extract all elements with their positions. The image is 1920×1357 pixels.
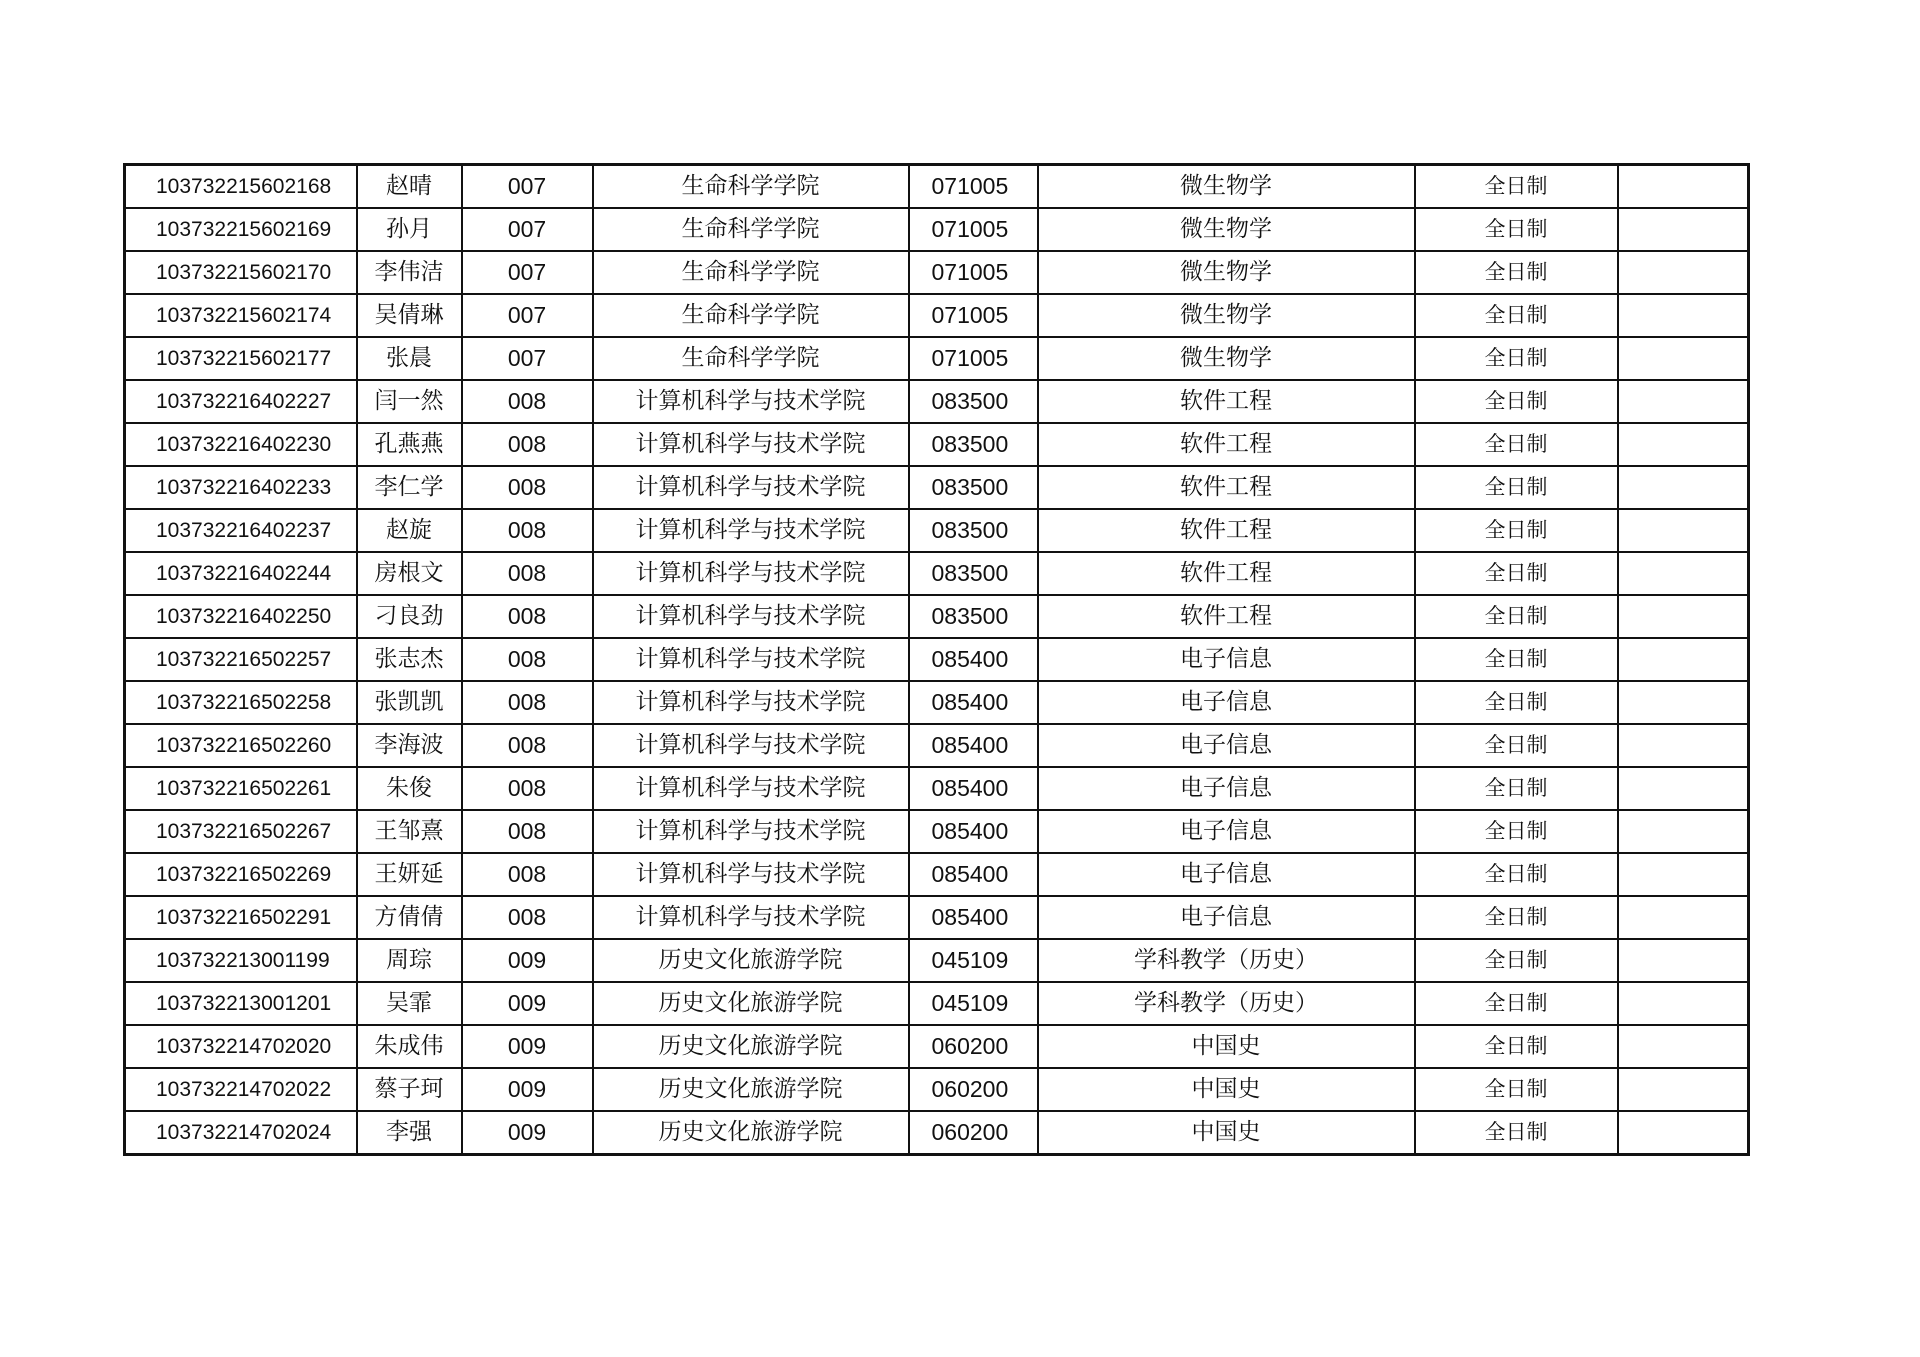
remarks-cell — [1618, 165, 1749, 209]
college-code-cell: 008 — [462, 896, 593, 939]
study-mode-cell: 全日制 — [1415, 509, 1618, 552]
remarks-cell — [1618, 208, 1749, 251]
table-row — [125, 1025, 1749, 1068]
remarks-cell — [1618, 466, 1749, 509]
major-name-cell: 软件工程 — [1038, 466, 1415, 509]
major-code-cell: 085400 — [909, 767, 1038, 810]
remarks-cell — [1618, 853, 1749, 896]
study-mode-cell: 全日制 — [1415, 1025, 1618, 1068]
college-name-cell: 生命科学学院 — [593, 294, 909, 337]
major-code-cell: 083500 — [909, 380, 1038, 423]
student-name-cell: 房根文 — [357, 552, 462, 595]
candidate-id-cell: 103732216502257 — [125, 638, 357, 681]
candidate-id-cell: 103732214702022 — [125, 1068, 357, 1111]
major-code-cell: 085400 — [909, 638, 1038, 681]
major-name-cell: 中国史 — [1038, 1111, 1415, 1155]
student-name-cell: 赵旋 — [357, 509, 462, 552]
candidate-id-cell: 103732214702024 — [125, 1111, 357, 1155]
admission-list-table — [123, 163, 1750, 1156]
major-name-cell: 软件工程 — [1038, 380, 1415, 423]
remarks-cell — [1618, 251, 1749, 294]
candidate-id-cell: 103732216402237 — [125, 509, 357, 552]
major-code-cell: 085400 — [909, 724, 1038, 767]
college-code-cell: 009 — [462, 1111, 593, 1155]
remarks-cell — [1618, 294, 1749, 337]
college-code-cell: 007 — [462, 208, 593, 251]
candidate-id-cell: 103732216502258 — [125, 681, 357, 724]
major-code-cell: 083500 — [909, 423, 1038, 466]
study-mode-cell: 全日制 — [1415, 595, 1618, 638]
student-name-cell: 李伟洁 — [357, 251, 462, 294]
table-row — [125, 896, 1749, 939]
student-name-cell: 吴霏 — [357, 982, 462, 1025]
study-mode-cell: 全日制 — [1415, 982, 1618, 1025]
major-name-cell: 中国史 — [1038, 1025, 1415, 1068]
college-name-cell: 历史文化旅游学院 — [593, 982, 909, 1025]
college-code-cell: 008 — [462, 724, 593, 767]
college-name-cell: 计算机科学与技术学院 — [593, 552, 909, 595]
candidate-id-cell: 103732216402233 — [125, 466, 357, 509]
college-code-cell: 009 — [462, 939, 593, 982]
college-name-cell: 计算机科学与技术学院 — [593, 466, 909, 509]
student-name-cell: 李强 — [357, 1111, 462, 1155]
student-name-cell: 方倩倩 — [357, 896, 462, 939]
study-mode-cell: 全日制 — [1415, 1068, 1618, 1111]
student-name-cell: 蔡子珂 — [357, 1068, 462, 1111]
student-name-cell: 朱成伟 — [357, 1025, 462, 1068]
college-code-cell: 007 — [462, 165, 593, 209]
major-name-cell: 微生物学 — [1038, 208, 1415, 251]
student-name-cell: 朱俊 — [357, 767, 462, 810]
major-code-cell: 085400 — [909, 853, 1038, 896]
college-code-cell: 007 — [462, 251, 593, 294]
major-name-cell: 中国史 — [1038, 1068, 1415, 1111]
table-row — [125, 724, 1749, 767]
major-name-cell: 微生物学 — [1038, 251, 1415, 294]
college-code-cell: 008 — [462, 681, 593, 724]
major-name-cell: 软件工程 — [1038, 423, 1415, 466]
table-row — [125, 337, 1749, 380]
student-name-cell: 张晨 — [357, 337, 462, 380]
major-name-cell: 学科教学（历史） — [1038, 939, 1415, 982]
study-mode-cell: 全日制 — [1415, 939, 1618, 982]
table-row — [125, 1111, 1749, 1155]
college-name-cell: 计算机科学与技术学院 — [593, 380, 909, 423]
remarks-cell — [1618, 1111, 1749, 1155]
major-name-cell: 软件工程 — [1038, 552, 1415, 595]
major-code-cell: 083500 — [909, 552, 1038, 595]
table-row — [125, 208, 1749, 251]
candidate-id-cell: 103732216402230 — [125, 423, 357, 466]
college-code-cell: 007 — [462, 337, 593, 380]
remarks-cell — [1618, 1025, 1749, 1068]
table-body — [125, 165, 1749, 1155]
college-name-cell: 生命科学学院 — [593, 165, 909, 209]
remarks-cell — [1618, 724, 1749, 767]
college-code-cell: 008 — [462, 509, 593, 552]
major-name-cell: 电子信息 — [1038, 853, 1415, 896]
study-mode-cell: 全日制 — [1415, 853, 1618, 896]
study-mode-cell: 全日制 — [1415, 165, 1618, 209]
major-code-cell: 085400 — [909, 810, 1038, 853]
college-code-cell: 009 — [462, 1068, 593, 1111]
table-row — [125, 423, 1749, 466]
study-mode-cell: 全日制 — [1415, 337, 1618, 380]
major-name-cell: 电子信息 — [1038, 767, 1415, 810]
table-row — [125, 251, 1749, 294]
candidate-id-cell: 103732214702020 — [125, 1025, 357, 1068]
major-code-cell: 060200 — [909, 1068, 1038, 1111]
study-mode-cell: 全日制 — [1415, 681, 1618, 724]
table-row — [125, 1068, 1749, 1111]
major-code-cell: 083500 — [909, 509, 1038, 552]
college-name-cell: 计算机科学与技术学院 — [593, 896, 909, 939]
student-name-cell: 王妍延 — [357, 853, 462, 896]
candidate-id-cell: 103732215602169 — [125, 208, 357, 251]
study-mode-cell: 全日制 — [1415, 552, 1618, 595]
table-row — [125, 853, 1749, 896]
study-mode-cell: 全日制 — [1415, 380, 1618, 423]
study-mode-cell: 全日制 — [1415, 724, 1618, 767]
college-code-cell: 008 — [462, 638, 593, 681]
student-name-cell: 张凯凯 — [357, 681, 462, 724]
major-code-cell: 071005 — [909, 208, 1038, 251]
major-code-cell: 071005 — [909, 337, 1038, 380]
college-code-cell: 008 — [462, 423, 593, 466]
college-name-cell: 计算机科学与技术学院 — [593, 853, 909, 896]
remarks-cell — [1618, 552, 1749, 595]
table-row — [125, 681, 1749, 724]
college-name-cell: 计算机科学与技术学院 — [593, 724, 909, 767]
study-mode-cell: 全日制 — [1415, 810, 1618, 853]
college-name-cell: 计算机科学与技术学院 — [593, 423, 909, 466]
major-name-cell: 微生物学 — [1038, 165, 1415, 209]
student-name-cell: 张志杰 — [357, 638, 462, 681]
major-code-cell: 071005 — [909, 251, 1038, 294]
candidate-id-cell: 103732213001199 — [125, 939, 357, 982]
student-name-cell: 刁良劲 — [357, 595, 462, 638]
college-code-cell: 008 — [462, 853, 593, 896]
major-code-cell: 045109 — [909, 982, 1038, 1025]
study-mode-cell: 全日制 — [1415, 466, 1618, 509]
college-code-cell: 008 — [462, 552, 593, 595]
candidate-id-cell: 103732216402250 — [125, 595, 357, 638]
candidate-id-cell: 103732216402244 — [125, 552, 357, 595]
major-code-cell: 083500 — [909, 466, 1038, 509]
major-code-cell: 071005 — [909, 294, 1038, 337]
college-name-cell: 生命科学学院 — [593, 337, 909, 380]
student-name-cell: 周琮 — [357, 939, 462, 982]
table-row — [125, 165, 1749, 209]
college-code-cell: 008 — [462, 767, 593, 810]
table-row — [125, 767, 1749, 810]
remarks-cell — [1618, 896, 1749, 939]
college-code-cell: 008 — [462, 595, 593, 638]
remarks-cell — [1618, 810, 1749, 853]
college-name-cell: 历史文化旅游学院 — [593, 1111, 909, 1155]
remarks-cell — [1618, 595, 1749, 638]
college-code-cell: 008 — [462, 810, 593, 853]
table-row — [125, 380, 1749, 423]
candidate-id-cell: 103732216502291 — [125, 896, 357, 939]
student-name-cell: 王邹熹 — [357, 810, 462, 853]
remarks-cell — [1618, 982, 1749, 1025]
student-name-cell: 闫一然 — [357, 380, 462, 423]
major-name-cell: 学科教学（历史） — [1038, 982, 1415, 1025]
table-row — [125, 982, 1749, 1025]
remarks-cell — [1618, 380, 1749, 423]
college-name-cell: 生命科学学院 — [593, 251, 909, 294]
table-row — [125, 552, 1749, 595]
candidate-id-cell: 103732216402227 — [125, 380, 357, 423]
candidate-id-cell: 103732216502260 — [125, 724, 357, 767]
table-row — [125, 595, 1749, 638]
major-code-cell: 085400 — [909, 681, 1038, 724]
remarks-cell — [1618, 939, 1749, 982]
table-row — [125, 939, 1749, 982]
remarks-cell — [1618, 767, 1749, 810]
candidate-id-cell: 103732216502269 — [125, 853, 357, 896]
college-name-cell: 生命科学学院 — [593, 208, 909, 251]
candidate-id-cell: 103732213001201 — [125, 982, 357, 1025]
major-name-cell: 软件工程 — [1038, 595, 1415, 638]
college-code-cell: 008 — [462, 466, 593, 509]
major-code-cell: 083500 — [909, 595, 1038, 638]
major-code-cell: 071005 — [909, 165, 1038, 209]
candidate-id-cell: 103732215602177 — [125, 337, 357, 380]
major-code-cell: 060200 — [909, 1111, 1038, 1155]
college-name-cell: 历史文化旅游学院 — [593, 1025, 909, 1068]
college-code-cell: 009 — [462, 982, 593, 1025]
study-mode-cell: 全日制 — [1415, 423, 1618, 466]
student-name-cell: 赵晴 — [357, 165, 462, 209]
college-name-cell: 计算机科学与技术学院 — [593, 767, 909, 810]
major-name-cell: 电子信息 — [1038, 896, 1415, 939]
major-name-cell: 软件工程 — [1038, 509, 1415, 552]
college-name-cell: 计算机科学与技术学院 — [593, 509, 909, 552]
table-row — [125, 466, 1749, 509]
major-name-cell: 微生物学 — [1038, 337, 1415, 380]
major-name-cell: 电子信息 — [1038, 638, 1415, 681]
college-name-cell: 历史文化旅游学院 — [593, 939, 909, 982]
remarks-cell — [1618, 509, 1749, 552]
table-row — [125, 509, 1749, 552]
student-name-cell: 孔燕燕 — [357, 423, 462, 466]
study-mode-cell: 全日制 — [1415, 1111, 1618, 1155]
college-name-cell: 计算机科学与技术学院 — [593, 595, 909, 638]
major-name-cell: 电子信息 — [1038, 810, 1415, 853]
candidate-id-cell: 103732215602168 — [125, 165, 357, 209]
major-name-cell: 电子信息 — [1038, 681, 1415, 724]
candidate-id-cell: 103732216502261 — [125, 767, 357, 810]
college-name-cell: 历史文化旅游学院 — [593, 1068, 909, 1111]
remarks-cell — [1618, 423, 1749, 466]
remarks-cell — [1618, 638, 1749, 681]
study-mode-cell: 全日制 — [1415, 896, 1618, 939]
college-code-cell: 009 — [462, 1025, 593, 1068]
remarks-cell — [1618, 681, 1749, 724]
major-name-cell: 电子信息 — [1038, 724, 1415, 767]
student-name-cell: 吴倩琳 — [357, 294, 462, 337]
college-name-cell: 计算机科学与技术学院 — [593, 681, 909, 724]
study-mode-cell: 全日制 — [1415, 294, 1618, 337]
college-code-cell: 007 — [462, 294, 593, 337]
major-code-cell: 085400 — [909, 896, 1038, 939]
table-row — [125, 294, 1749, 337]
college-code-cell: 008 — [462, 380, 593, 423]
study-mode-cell: 全日制 — [1415, 767, 1618, 810]
study-mode-cell: 全日制 — [1415, 208, 1618, 251]
remarks-cell — [1618, 1068, 1749, 1111]
college-name-cell: 计算机科学与技术学院 — [593, 810, 909, 853]
study-mode-cell: 全日制 — [1415, 251, 1618, 294]
table-row — [125, 638, 1749, 681]
study-mode-cell: 全日制 — [1415, 638, 1618, 681]
table-row — [125, 810, 1749, 853]
candidate-id-cell: 103732215602170 — [125, 251, 357, 294]
student-name-cell: 李海波 — [357, 724, 462, 767]
major-code-cell: 045109 — [909, 939, 1038, 982]
major-code-cell: 060200 — [909, 1025, 1038, 1068]
candidate-id-cell: 103732216502267 — [125, 810, 357, 853]
major-name-cell: 微生物学 — [1038, 294, 1415, 337]
college-name-cell: 计算机科学与技术学院 — [593, 638, 909, 681]
student-name-cell: 李仁学 — [357, 466, 462, 509]
remarks-cell — [1618, 337, 1749, 380]
candidate-id-cell: 103732215602174 — [125, 294, 357, 337]
student-name-cell: 孙月 — [357, 208, 462, 251]
